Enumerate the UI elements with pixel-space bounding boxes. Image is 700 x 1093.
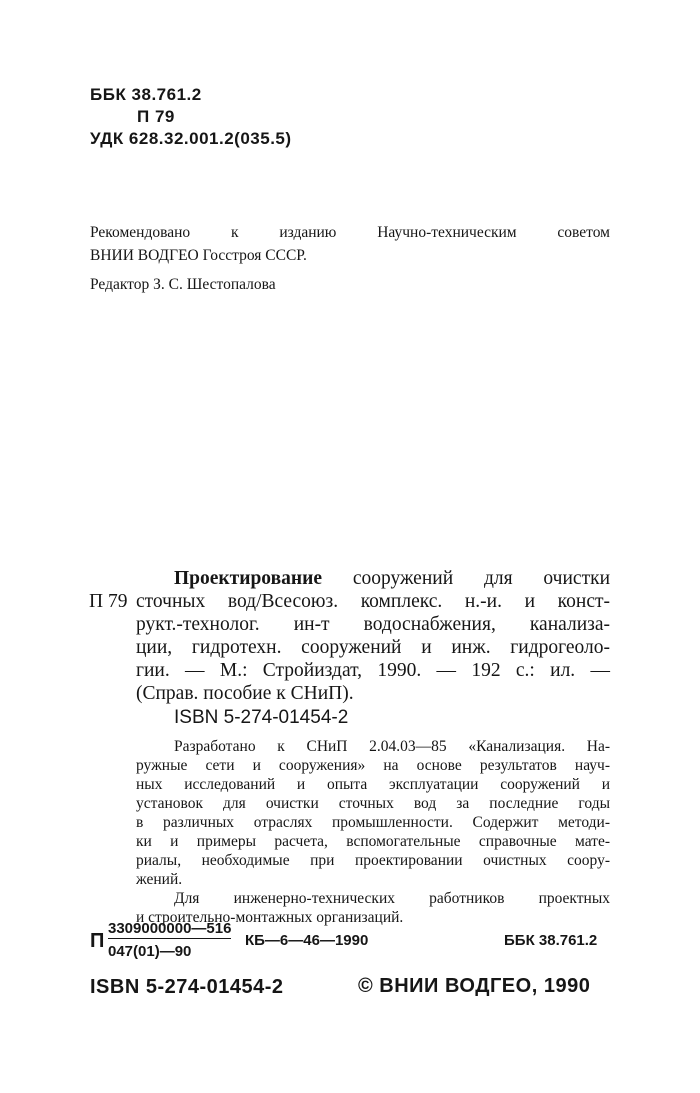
annotation-line-3: ных исследований и опыта эксплуатации сооружений и: [136, 776, 610, 793]
imprint-fraction: [108, 920, 231, 960]
entry-author-sign: П 79: [89, 591, 128, 612]
annotation-line-4: установок для очистки сточных вод за последние годы: [136, 795, 610, 812]
bbk-code: ББК 38.761.2: [90, 85, 202, 104]
author-sign-code: П 79: [137, 107, 175, 126]
imprint-numerator: 3309000000—516: [108, 920, 232, 937]
imprint-denominator: 047(01)—90: [108, 943, 192, 960]
annotation-line-1: Разработано к СНиП 2.04.03—85 «Канализация. На-: [174, 738, 610, 755]
entry-line-1: [174, 567, 610, 591]
audience-line-1: Для инженерно-технических работников проектных: [174, 890, 610, 907]
imprint-bbk: ББК 38.761.2: [504, 932, 598, 949]
footer-isbn: ISBN 5-274-01454-2: [90, 976, 284, 998]
entry-line-4: ции, гидротехн. сооружений и инж. гидрогеоло-: [136, 637, 610, 658]
annotation-line-8: жений.: [136, 871, 183, 888]
editor-credit: Редактор З. С. Шестопалова: [90, 276, 276, 293]
annotation-line-5: в различных отраслях промышленности. Содержит методи-: [136, 814, 610, 831]
annotation-line-7: риалы, необходимые при проектировании очистных соору-: [136, 852, 610, 869]
entry-line-6: (Справ. пособие к СНиП).: [136, 683, 354, 704]
imprint-p-letter: П: [90, 930, 105, 952]
annotation-line-2: ружные сети и сооружения» на основе результатов науч-: [136, 757, 610, 774]
audience-line-2: и строительно-монтажных организаций.: [136, 909, 404, 926]
copyright-notice: © ВНИИ ВОДГЕО, 1990: [358, 975, 591, 997]
entry-title-word: Проектирование: [174, 568, 322, 589]
entry-line-2: сточных вод/Всесоюз. комплекс. н.-и. и конст-: [136, 591, 610, 612]
imprint-kb-code: КБ—6—46—1990: [245, 932, 369, 949]
udk-code: УДК 628.32.001.2(035.5): [90, 129, 292, 148]
entry-line-5: гии. — М.: Стройиздат, 1990. — 192 с.: ил. —: [136, 660, 610, 681]
entry-isbn: ISBN 5-274-01454-2: [174, 707, 349, 728]
entry-line-1-rest: сооружений для очистки: [321, 568, 610, 589]
recommendation-line-2: ВНИИ ВОДГЕО Госстроя СССР.: [90, 247, 307, 264]
entry-line-3: рукт.-технолог. ин-т водоснабжения, канализа-: [136, 614, 610, 635]
annotation-line-6: ки и примеры расчета, вспомогательные справочные мате-: [136, 833, 610, 850]
recommendation-line-1: Рекомендовано к изданию Научно-техническим советом: [90, 224, 610, 241]
